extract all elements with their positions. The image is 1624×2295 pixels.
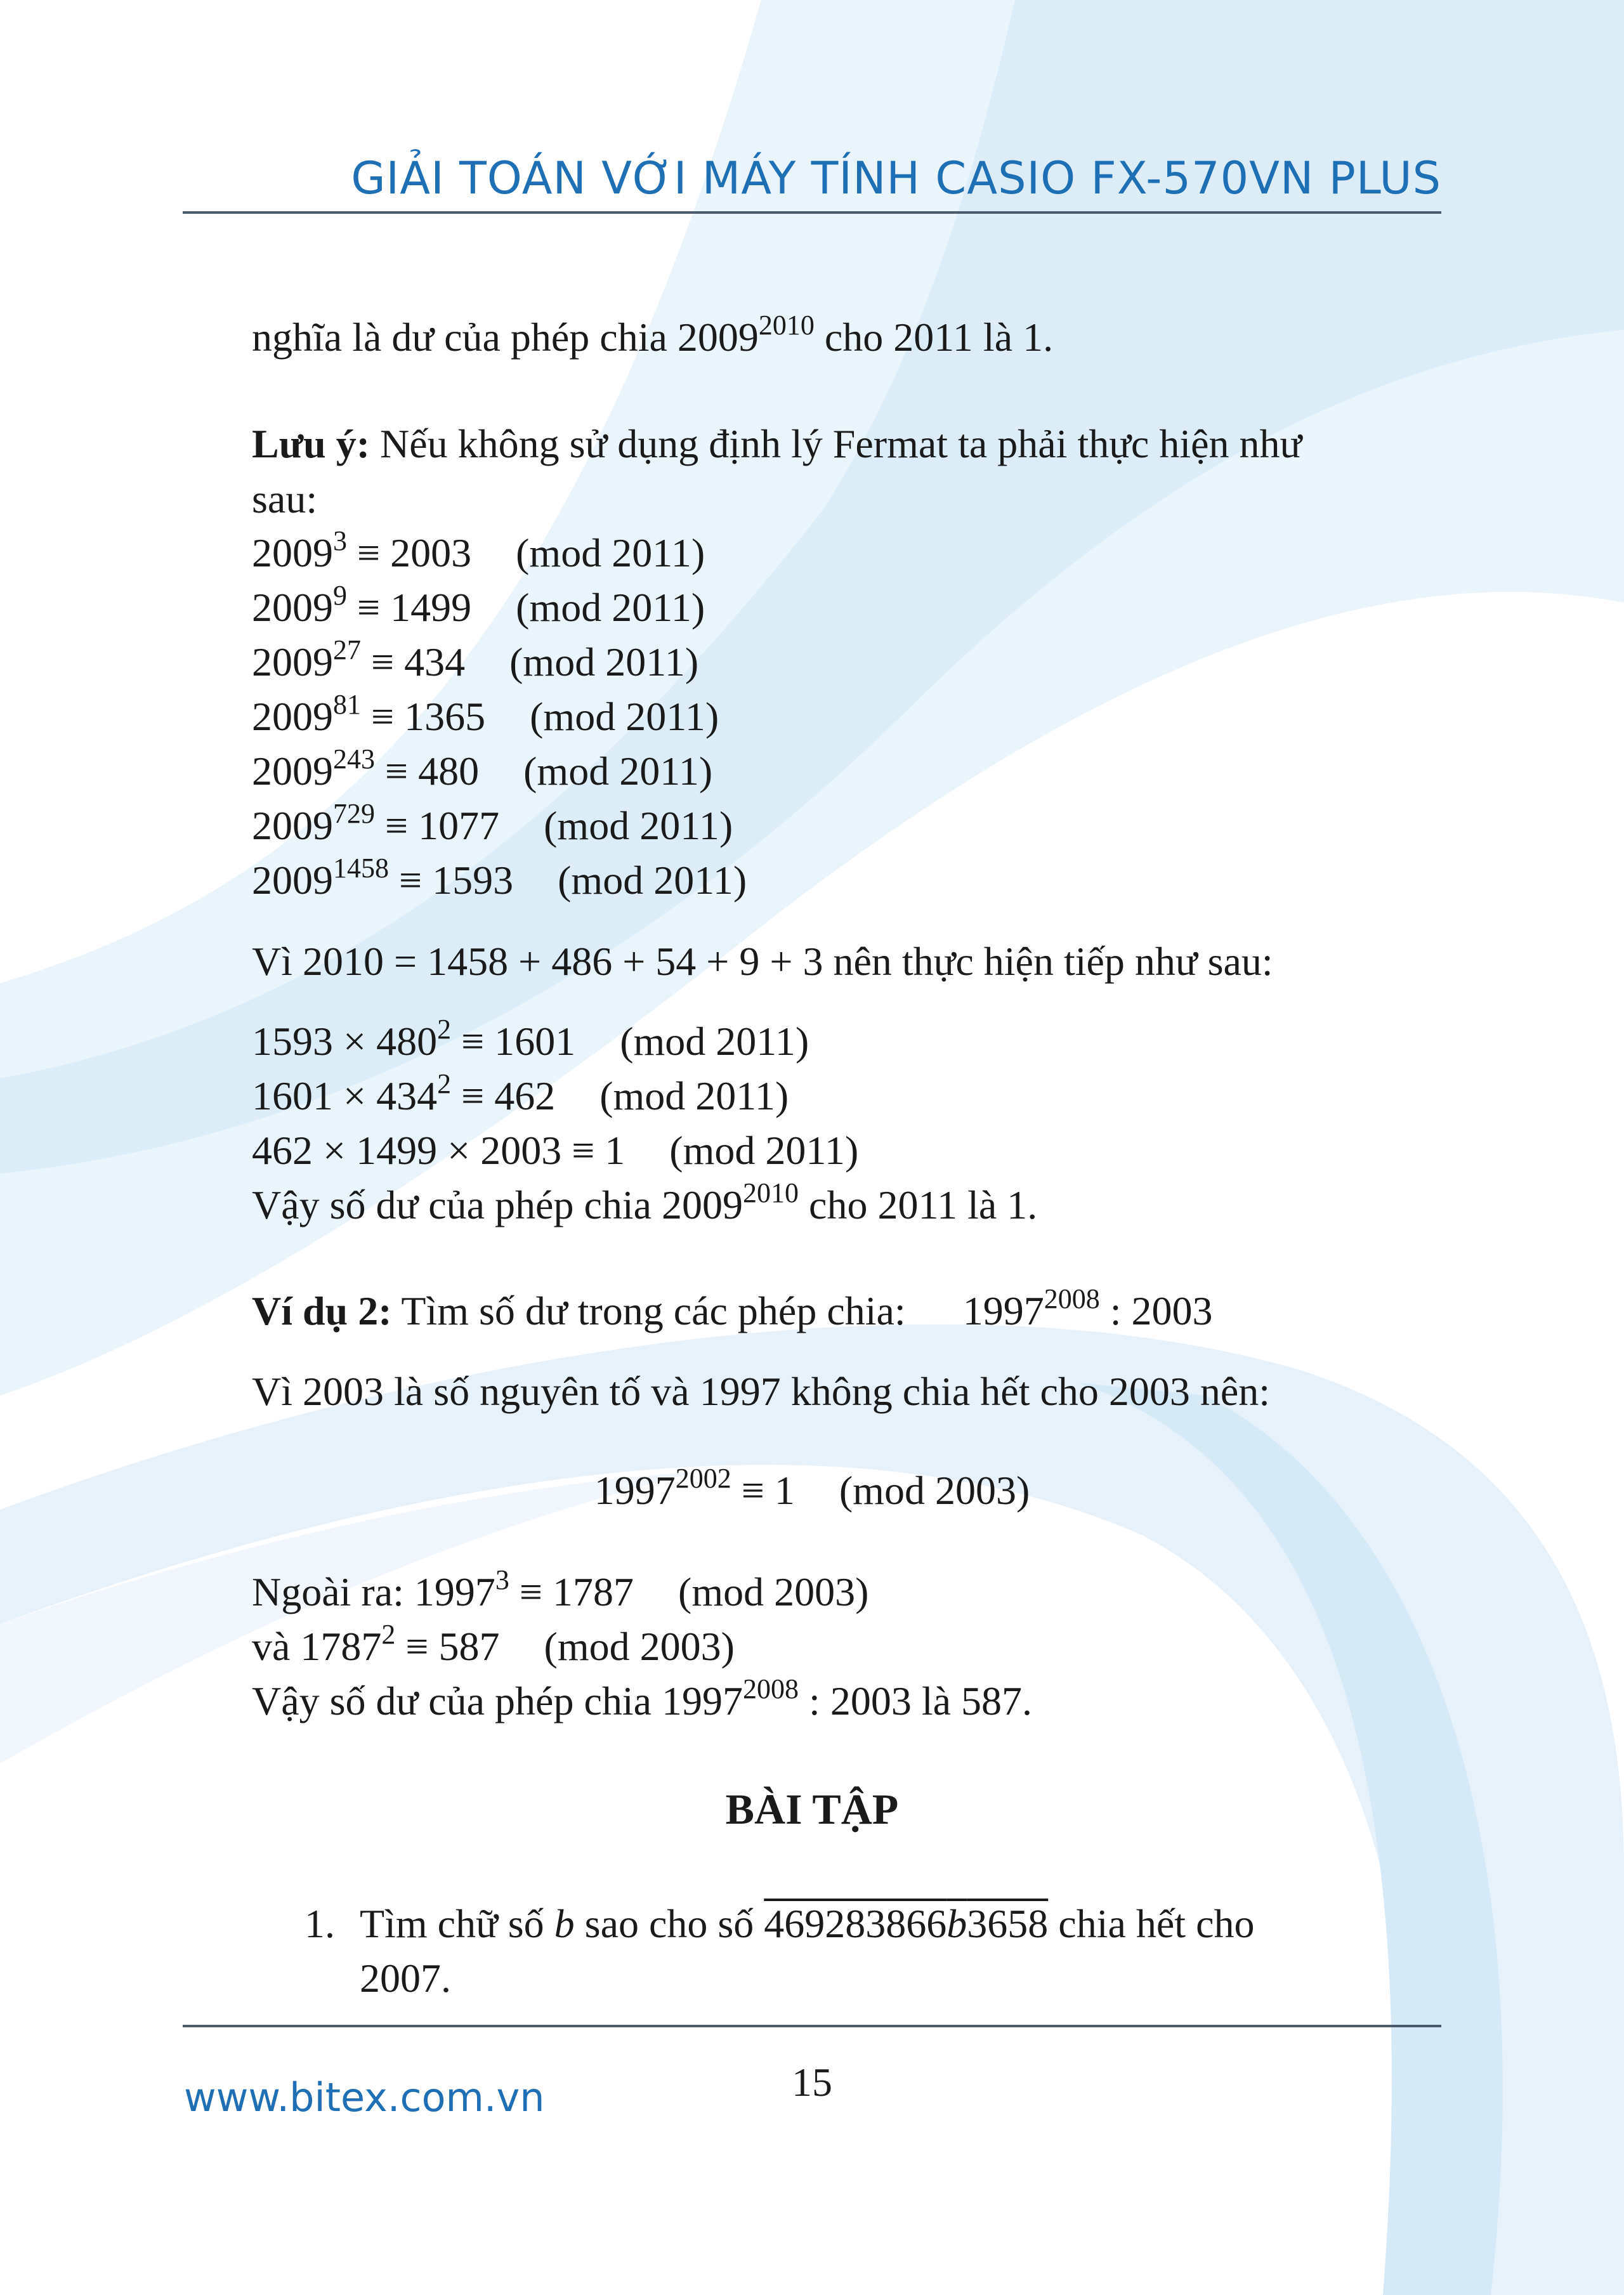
product-line: 462 × 1499 × 2003 ≡ 1 (mod 2011) xyxy=(252,1128,859,1173)
page-number: 15 xyxy=(792,2060,832,2105)
fermat-formula: $1997^{2002} \equiv 1$ (mod 2003) xyxy=(594,1463,1030,1513)
since-line: Vì 2010 = 1458 + 486 + 54 + 9 + 3 nên thực hiện tiếp như sau: xyxy=(252,939,1273,984)
product-line: $1601 \times 434^2 \equiv 462$ (mod 2011) xyxy=(252,1068,789,1118)
exercise-number: 1. xyxy=(304,1901,335,1946)
power-line: $2009^{27} \equiv 434$ (mod 2011) xyxy=(252,634,699,684)
exercises-heading: BÀI TẬP xyxy=(725,1785,899,1833)
power-line: $2009^{1458} \equiv 1593$ (mod 2011) xyxy=(252,853,747,903)
power-line: $2009^3 \equiv 2003$ (mod 2011) xyxy=(252,525,705,575)
conclusion-line: Vậy số dư của phép chia $1997^{2008}$ : 2003 là 587. xyxy=(252,1673,1032,1723)
header-rule xyxy=(183,211,1441,214)
result-line: nghĩa là dư của phép chia $2009^{2010}$ cho 2011 là 1. xyxy=(252,310,1054,360)
and-line: và $1787^2 \equiv 587$ (mod 2003) xyxy=(252,1619,735,1669)
power-line: $2009^{729} \equiv 1077$ (mod 2011) xyxy=(252,798,733,848)
power-line: $2009^{243} \equiv 480$ (mod 2011) xyxy=(252,743,713,794)
note-line-cont: sau: xyxy=(252,476,318,521)
besides-line: Ngoài ra: $1997^3 \equiv 1787$ (mod 2003) xyxy=(252,1564,869,1614)
note-line: Lưu ý: Nếu không sử dụng định lý Fermat ta phải thực hiện như xyxy=(252,421,1302,466)
product-line: $1593 \times 480^2 \equiv 1601$ (mod 2011) xyxy=(252,1014,809,1064)
footer-url[interactable]: www.bitex.com.vn xyxy=(184,2074,545,2121)
power-line: $2009^{81} \equiv 1365$ (mod 2011) xyxy=(252,689,719,739)
overlined-number: 469283866b3658 xyxy=(764,1901,1049,1946)
example-2-line: Ví dụ 2: Tìm số dư trong các phép chia: $1997^{2008}$ : 2003 xyxy=(252,1283,1213,1333)
power-line: $2009^9 \equiv 1499$ (mod 2011) xyxy=(252,580,705,630)
conclusion-line: Vậy số dư của phép chia $2009^{2010}$ cho 2011 là 1. xyxy=(252,1177,1038,1227)
example-2-reason: Vì 2003 là số nguyên tố và 1997 không chia hết cho 2003 nên: xyxy=(252,1369,1271,1414)
footer-rule xyxy=(183,2025,1441,2027)
exercise-text: Tìm chữ số b sao cho số 469283866b3658 chia hết cho xyxy=(360,1901,1255,1946)
exercise-text-cont: 2007. xyxy=(360,1956,451,2001)
header-title: GIẢI TOÁN VỚI MÁY TÍNH CASIO FX-570VN PLUS xyxy=(351,152,1441,204)
example-label: Ví dụ 2: xyxy=(252,1288,392,1333)
note-label: Lưu ý: xyxy=(252,421,370,466)
